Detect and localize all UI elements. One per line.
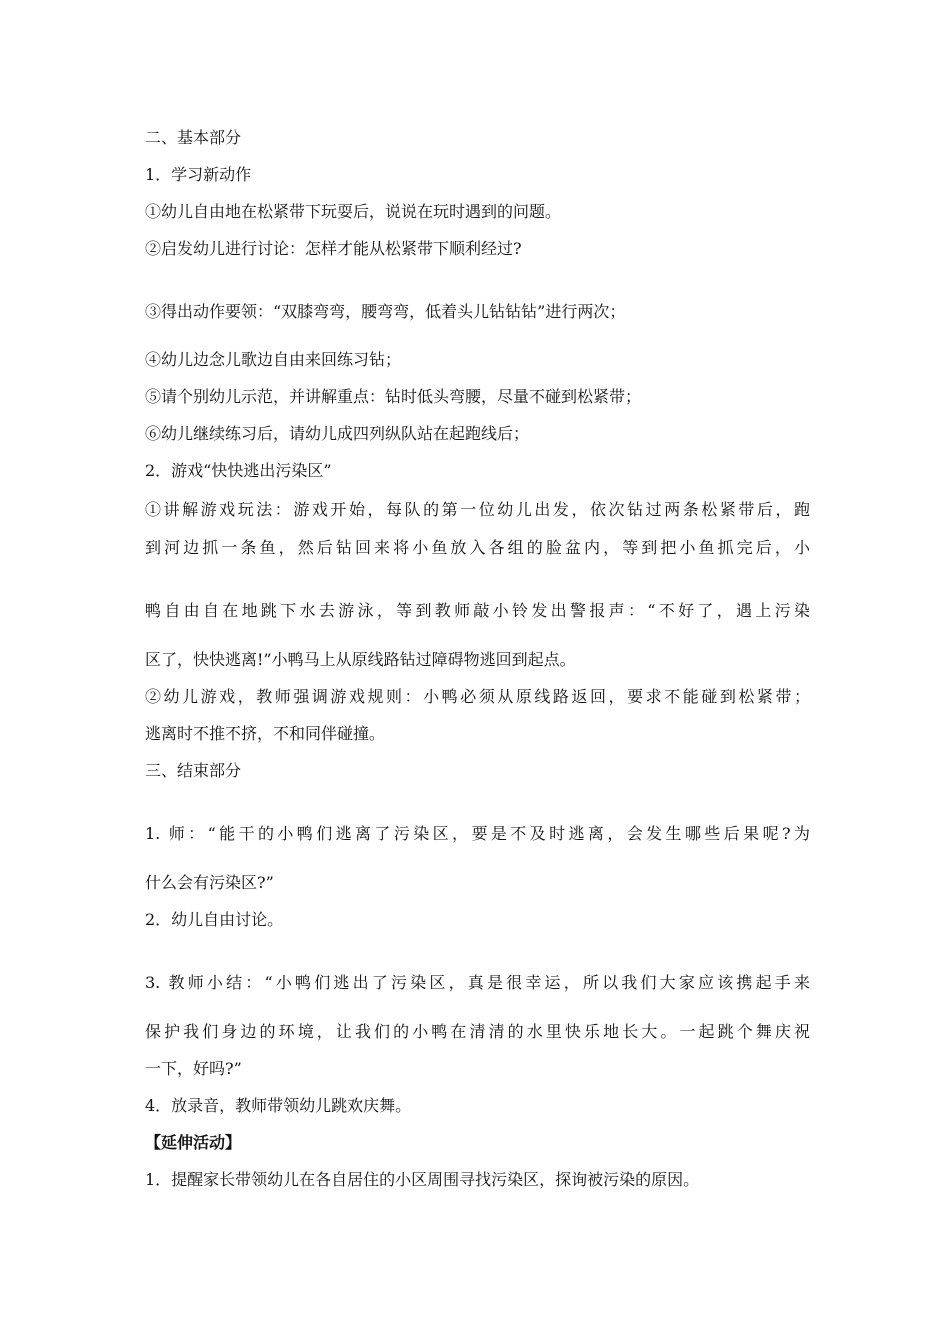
step-line: ②启发幼儿进行讨论：怎样才能从松紧带下顺利经过? (145, 239, 522, 258)
paragraph-line: 到河边抓一条鱼，然后钻回来将小鱼放入各组的脸盆内，等到把小鱼抓完后，小 (145, 538, 810, 557)
step-line: ③得出动作要领：“双膝弯弯，腰弯弯，低着头儿钻钻钻”进行两次； (145, 302, 626, 321)
item-heading-new-action: 1．学习新动作 (145, 165, 252, 184)
paragraph-line: 1. 师：“能干的小鸭们逃离了污染区，要是不及时逃离，会发生哪些后果呢?为 (145, 824, 810, 843)
paragraph-line: ①讲解游戏玩法：游戏开始，每队的第一位幼儿出发，依次钻过两条松紧带后，跑 (145, 500, 810, 519)
item-heading-game: 2．游戏“快快逃出污染区” (145, 461, 332, 480)
paragraph-line: 1．提醒家长带领幼儿在各自居住的小区周围寻找污染区，探询被污染的原因。 (145, 1170, 700, 1189)
paragraph-line: 4．放录音，教师带领幼儿跳欢庆舞。 (145, 1096, 412, 1115)
step-line: ⑥幼儿继续练习后，请幼儿成四列纵队站在起跑线后； (145, 424, 530, 443)
paragraph-line: ②幼儿游戏，教师强调游戏规则：小鸭必须从原线路返回，要求不能碰到松紧带； (145, 687, 810, 706)
section-heading-basic: 二、基本部分 (145, 128, 242, 147)
section-heading-ending: 三、结束部分 (145, 761, 242, 780)
step-line: ④幼儿边念儿歌边自由来回练习钻； (145, 350, 402, 369)
paragraph-line: 什么会有污染区?” (145, 873, 274, 892)
paragraph-line: 一下，好吗?” (145, 1059, 242, 1078)
paragraph-line: 鸭自由自在地跳下水去游泳，等到教师敲小铃发出警报声：“不好了，遇上污染 (145, 601, 810, 620)
paragraph-line: 逃离时不推不挤，不和同伴碰撞。 (145, 724, 386, 743)
paragraph-line: 保护我们身边的环境，让我们的小鸭在清清的水里快乐地长大。一起跳个舞庆祝 (145, 1022, 810, 1041)
section-heading-extension: 【延伸活动】 (145, 1133, 242, 1152)
paragraph-line: 区了，快快逃离!”小鸭马上从原线路钻过障碍物逃回到起点。 (145, 650, 576, 669)
paragraph-line: 3. 教师小结：“小鸭们逃出了污染区，真是很幸运，所以我们大家应该携起手来 (145, 973, 810, 992)
paragraph-line: 2．幼儿自由讨论。 (145, 910, 284, 929)
step-line: ①幼儿自由地在松紧带下玩耍后，说说在玩时遇到的问题。 (145, 202, 562, 221)
step-line: ⑤请个别幼儿示范，并讲解重点：钻时低头弯腰，尽量不碰到松紧带； (145, 387, 642, 406)
